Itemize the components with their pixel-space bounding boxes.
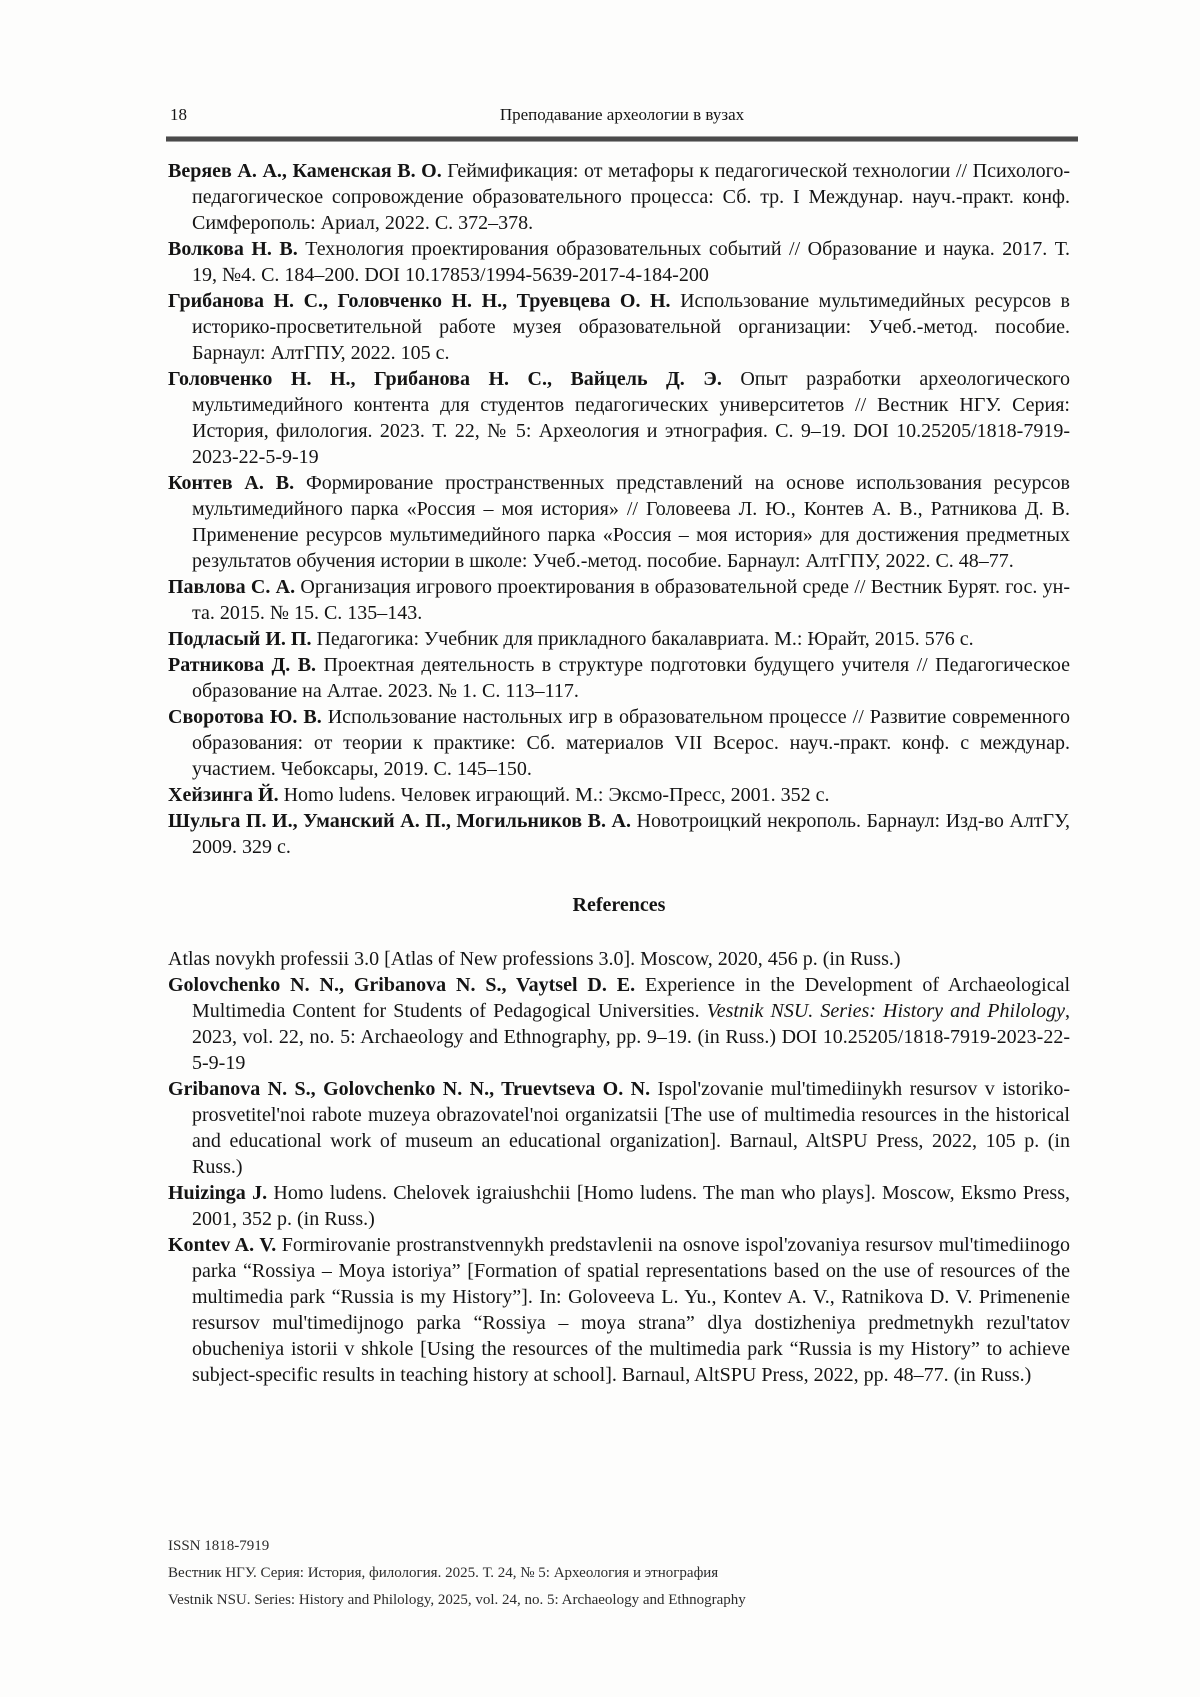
running-title: Преподавание археологии в вузах [499, 105, 745, 124]
author-names: Своротова Ю. В. [168, 706, 322, 728]
author-names: Kontev A. V. [168, 1234, 277, 1256]
reference-entry [168, 1232, 1070, 1388]
reference-text: Новотроицкий некрополь. Барнаул: Изд-во АлтГУ, 2009. 329 с. [192, 810, 1071, 858]
reference-text: Использование мультимедийных ресурсов в историко-просветительной работе музея образовательной организации: Учеб.-метод. пособие. Барнаул: АлтГПУ, 2022. 105 с. [192, 290, 1070, 364]
reference-entry [168, 946, 1070, 972]
page-content [168, 158, 1070, 1388]
reference-text: Геймификация: от метафоры к педагогической технологии // Психолого-педагогическое сопровождение образовательного процесса: Сб. тр. I Междунар. науч.-практ. конф. Симферополь: Ариал, 2022. С. 372–378. [192, 160, 1070, 234]
reference-text: Ispol'zovanie mul'timediinykh resursov v istoriko-prosvetitel'noi rabote muzeya obrazovatel'noi organizatsii [The use of multimedia resources in the historical and educational work of museum an educational organization]. Barnaul, AltSPU Press, 2022, 105 p. (in Russ.) [192, 1078, 1070, 1178]
reference-entry [168, 470, 1070, 574]
author-names: Шульга П. И., Уманский А. П., Могильников В. А. [168, 810, 631, 832]
reference-text: Формирование пространственных представлений на основе использования ресурсов мультимедийного парка «Россия – моя история» // Головеева Л. Ю., Контев А. В., Ратникова Д. В. Применение ресурсов мультимедийного парка «Россия – моя история» для достижения предметных результатов обучения истории в школе: Учеб.-метод. пособие. Барнаул: АлтГПУ, 2022. С. 48–77. [192, 472, 1070, 572]
reference-text: Homo ludens. Chelovek igraiushchii [Homo ludens. The man who plays]. Moscow, Eksmo Press, 2001, 352 p. (in Russ.) [192, 1182, 1070, 1230]
reference-text: Atlas novykh professii 3.0 [Atlas of New professions 3.0]. Moscow, 2020, 456 p. (in Russ.) [168, 948, 901, 970]
reference-entry [168, 626, 1070, 652]
reference-entry [168, 808, 1070, 860]
author-names: Головченко Н. Н., Грибанова Н. С., Вайцель Д. Э. [168, 368, 722, 390]
reference-entry [168, 652, 1070, 704]
english-references-list [168, 946, 1070, 1388]
reference-text: Experience in the Development of Archaeological Multimedia Content for Students of Pedagogical Universities. [192, 974, 1071, 1022]
reference-entry [168, 782, 1070, 808]
russian-references-list [168, 158, 1070, 860]
running-head [168, 103, 1076, 127]
reference-entry [168, 366, 1070, 470]
author-names: Грибанова Н. С., Головченко Н. Н., Труевцева О. Н. [168, 290, 671, 312]
reference-entry [168, 158, 1070, 236]
author-names: Волкова Н. В. [168, 238, 298, 260]
reference-text: , 2023, vol. 22, no. 5: Archaeology and Ethnography, pp. 9–19. (in Russ.) DOI 10.25205/1818-7919-2023-22-5-9-19 [192, 1000, 1071, 1074]
reference-text: Formirovanie prostranstvennykh predstavlenii na osnove ispol'zovaniya resursov mul'timediinogo parka “Rossiya – Moya istoriya” [Formation of spatial representations based on the use of resources of the multimedia park “Russia is my History”]. In: Goloveeva L. Yu., Kontev A. V., Ratnikova D. V. Primenenie resursov mul'timedijnogo parka “Rossiya – moya strana” dlya dostizheniya predmetnykh rezul'tatov obucheniya istorii v shkole [Using the resources of the multimedia park “Russia is my History” to achieve subject-specific results in teaching history at school]. Barnaul, AltSPU Press, 2022, pp. 48–77. (in Russ.) [192, 1234, 1071, 1386]
author-names: Павлова С. А. [168, 576, 296, 598]
reference-text: Педагогика: Учебник для прикладного бакалавриата. М.: Юрайт, 2015. 576 с. [311, 628, 974, 650]
reference-text: Организация игрового проектирования в образовательной среде // Вестник Бурят. гос. ун-та. 2015. № 15. С. 135–143. [192, 576, 1070, 624]
reference-entry [168, 1180, 1070, 1232]
reference-entry [168, 972, 1070, 1076]
author-names: Веряев А. А., Каменская В. О. [168, 160, 442, 182]
reference-text: Проектная деятельность в структуре подготовки будущего учителя // Педагогическое образование на Алтае. 2023. № 1. С. 113–117. [192, 654, 1070, 702]
author-names: Huizinga J. [168, 1182, 268, 1204]
header-rule [166, 137, 1078, 141]
journal-title-italic: Vestnik NSU. Series: History and Philology [706, 1000, 1066, 1022]
reference-entry [168, 1076, 1070, 1180]
footer-journal-title-en: Vestnik NSU. Series: History and Philology, 2025, vol. 24, no. 5: Archaeology and Ethnography [168, 1592, 746, 1608]
reference-text: Технология проектирования образовательных событий // Образование и наука. 2017. Т. 19, №4. С. 184–200. DOI 10.17853/1994-5639-2017-4-184-200 [192, 238, 1070, 286]
reference-entry [168, 704, 1070, 782]
reference-entry [168, 574, 1070, 626]
page-footer [168, 1533, 1070, 1614]
author-names: Ратникова Д. В. [168, 654, 317, 676]
reference-entry [168, 236, 1070, 288]
reference-entry [168, 288, 1070, 366]
footer-issn: ISSN 1818-7919 [168, 1538, 270, 1554]
reference-text: Использование настольных игр в образовательном процессе // Развитие современного образования: от теории к практике: Сб. материалов VII Всерос. науч.-практ. конф. с междунар. участием. Чебоксары, 2019. С. 145–150. [192, 706, 1070, 780]
footer-journal-title-ru: Вестник НГУ. Серия: История, филология. 2025. Т. 24, № 5: Археология и этнография [168, 1565, 719, 1581]
references-heading: References [572, 894, 666, 916]
reference-text: Homo ludens. Человек играющий. М.: Эксмо-Пресс, 2001. 352 с. [278, 784, 830, 806]
reference-text: Опыт разработки археологического мультимедийного контента для студентов педагогических университетов // Вестник НГУ. Серия: История, филология. 2023. Т. 22, № 5: Археология и этнография. С. 9–19. DOI 10.25205/1818-7919-2023-22-5-9-19 [192, 368, 1070, 468]
author-names: Gribanova N. S., Golovchenko N. N., Truevtseva O. N. [168, 1078, 651, 1100]
page-number: 18 [170, 105, 187, 124]
author-names: Хейзинга Й. [168, 784, 279, 806]
author-names: Подласый И. П. [168, 628, 312, 650]
author-names: Контев А. В. [168, 472, 295, 494]
author-names: Golovchenko N. N., Gribanova N. S., Vaytsel D. E. [168, 974, 636, 996]
